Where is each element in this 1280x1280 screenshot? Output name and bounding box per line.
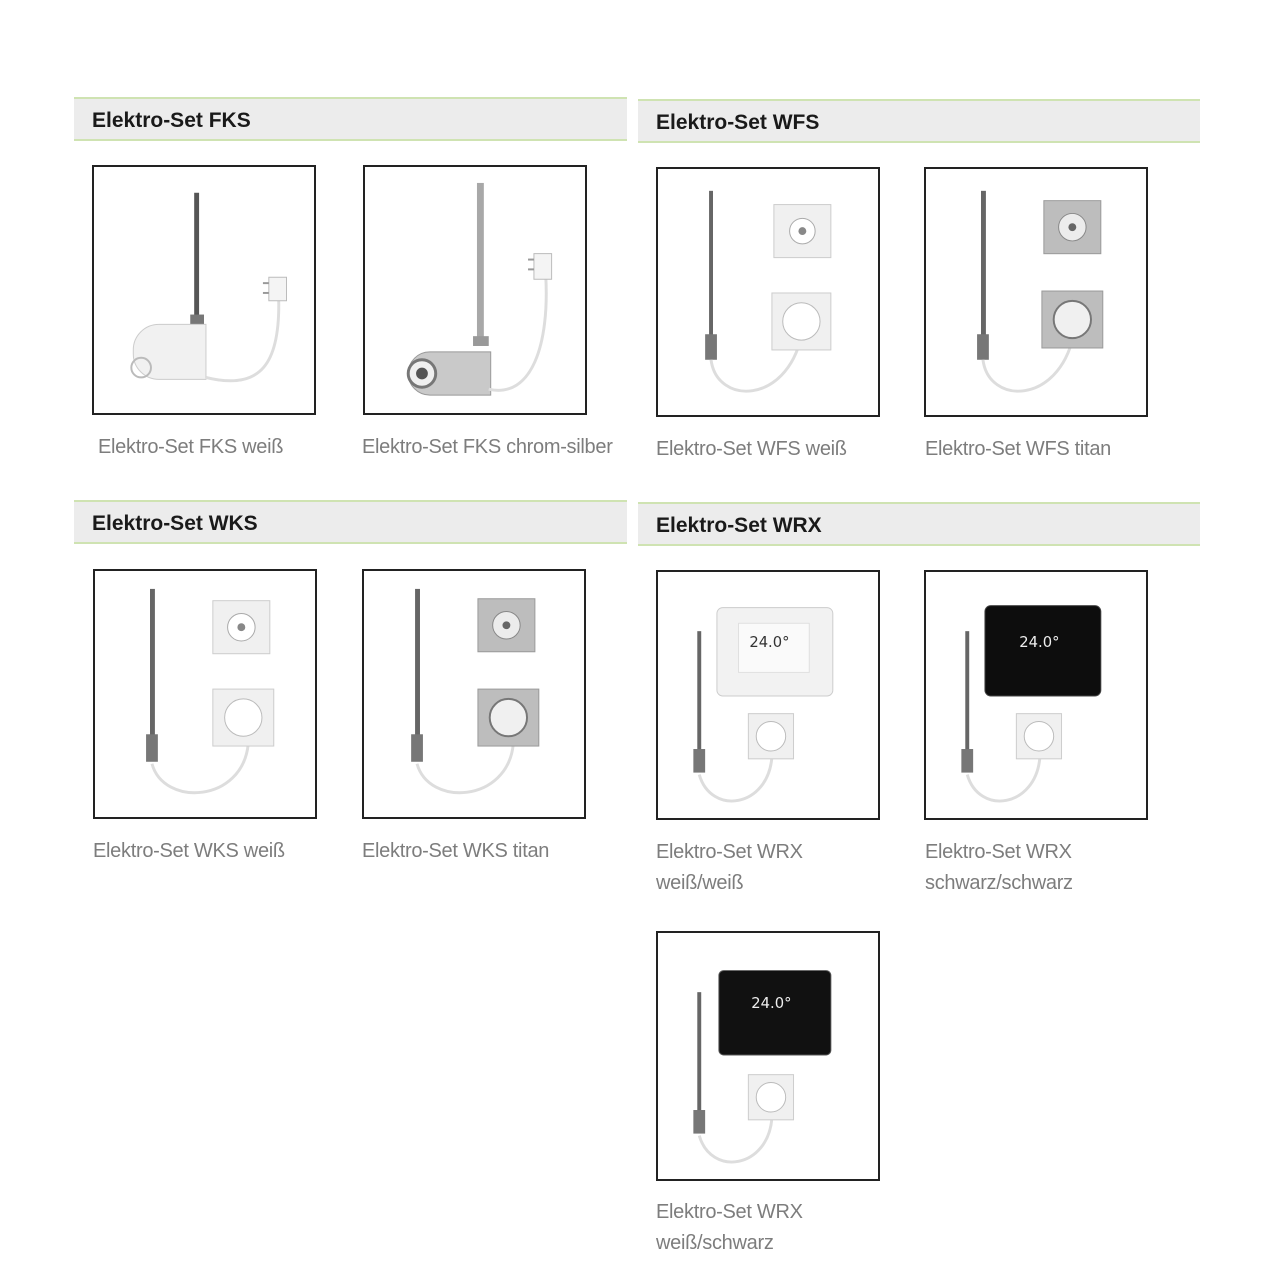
section-title: Elektro-Set WKS	[92, 512, 258, 535]
product-image-wks-white[interactable]	[93, 569, 317, 819]
thermostat-display: 24.0°	[1019, 633, 1060, 651]
section-title: Elektro-Set WRX	[656, 514, 822, 537]
thermostat-wrx-white-icon	[658, 572, 878, 818]
product-caption-wks-titan: Elektro-Set WKS titan	[362, 840, 550, 862]
heating-element-fks-white-icon	[94, 167, 314, 413]
product-image-wfs-titan[interactable]	[924, 167, 1148, 417]
section-header-fks	[74, 97, 627, 141]
heating-element-wks-titan-icon	[364, 571, 584, 817]
thermostat-display: 24.0°	[749, 633, 790, 651]
section-title: Elektro-Set WFS	[656, 111, 820, 134]
section-header-wfs	[638, 99, 1200, 143]
product-image-wks-titan[interactable]	[362, 569, 586, 819]
product-caption-wrx-black-black: Elektro-Set WRX schwarz/schwarz	[925, 841, 1073, 894]
product-caption-wfs-white: Elektro-Set WFS weiß	[656, 438, 847, 460]
product-image-fks-white[interactable]	[92, 165, 316, 415]
thermostat-wrx-white-black-icon	[658, 933, 878, 1179]
product-caption-fks-chrome: Elektro-Set FKS chrom-silber	[362, 436, 613, 458]
product-image-fks-chrome[interactable]	[363, 165, 587, 415]
product-image-wfs-white[interactable]	[656, 167, 880, 417]
thermostat-display: 24.0°	[751, 994, 792, 1012]
product-caption-wrx-white-black: Elektro-Set WRX weiß/schwarz	[656, 1201, 803, 1254]
thermostat-wrx-black-icon	[926, 572, 1146, 818]
product-caption-wks-white: Elektro-Set WKS weiß	[93, 840, 285, 862]
section-header-wrx	[638, 502, 1200, 546]
heating-element-wfs-white-icon	[658, 169, 878, 415]
product-image-wrx-black-black[interactable]	[924, 570, 1148, 820]
product-image-wrx-white-white[interactable]	[656, 570, 880, 820]
product-caption-fks-white: Elektro-Set FKS weiß	[98, 436, 284, 458]
heating-element-wks-white-icon	[95, 571, 315, 817]
heating-element-fks-chrome-icon	[365, 167, 585, 413]
product-caption-wrx-white-white: Elektro-Set WRX weiß/weiß	[656, 841, 803, 894]
product-image-wrx-white-black[interactable]	[656, 931, 880, 1181]
section-header-wks	[74, 500, 627, 544]
heating-element-wfs-titan-icon	[926, 169, 1146, 415]
product-caption-wfs-titan: Elektro-Set WFS titan	[925, 438, 1111, 460]
section-title: Elektro-Set FKS	[92, 109, 251, 132]
